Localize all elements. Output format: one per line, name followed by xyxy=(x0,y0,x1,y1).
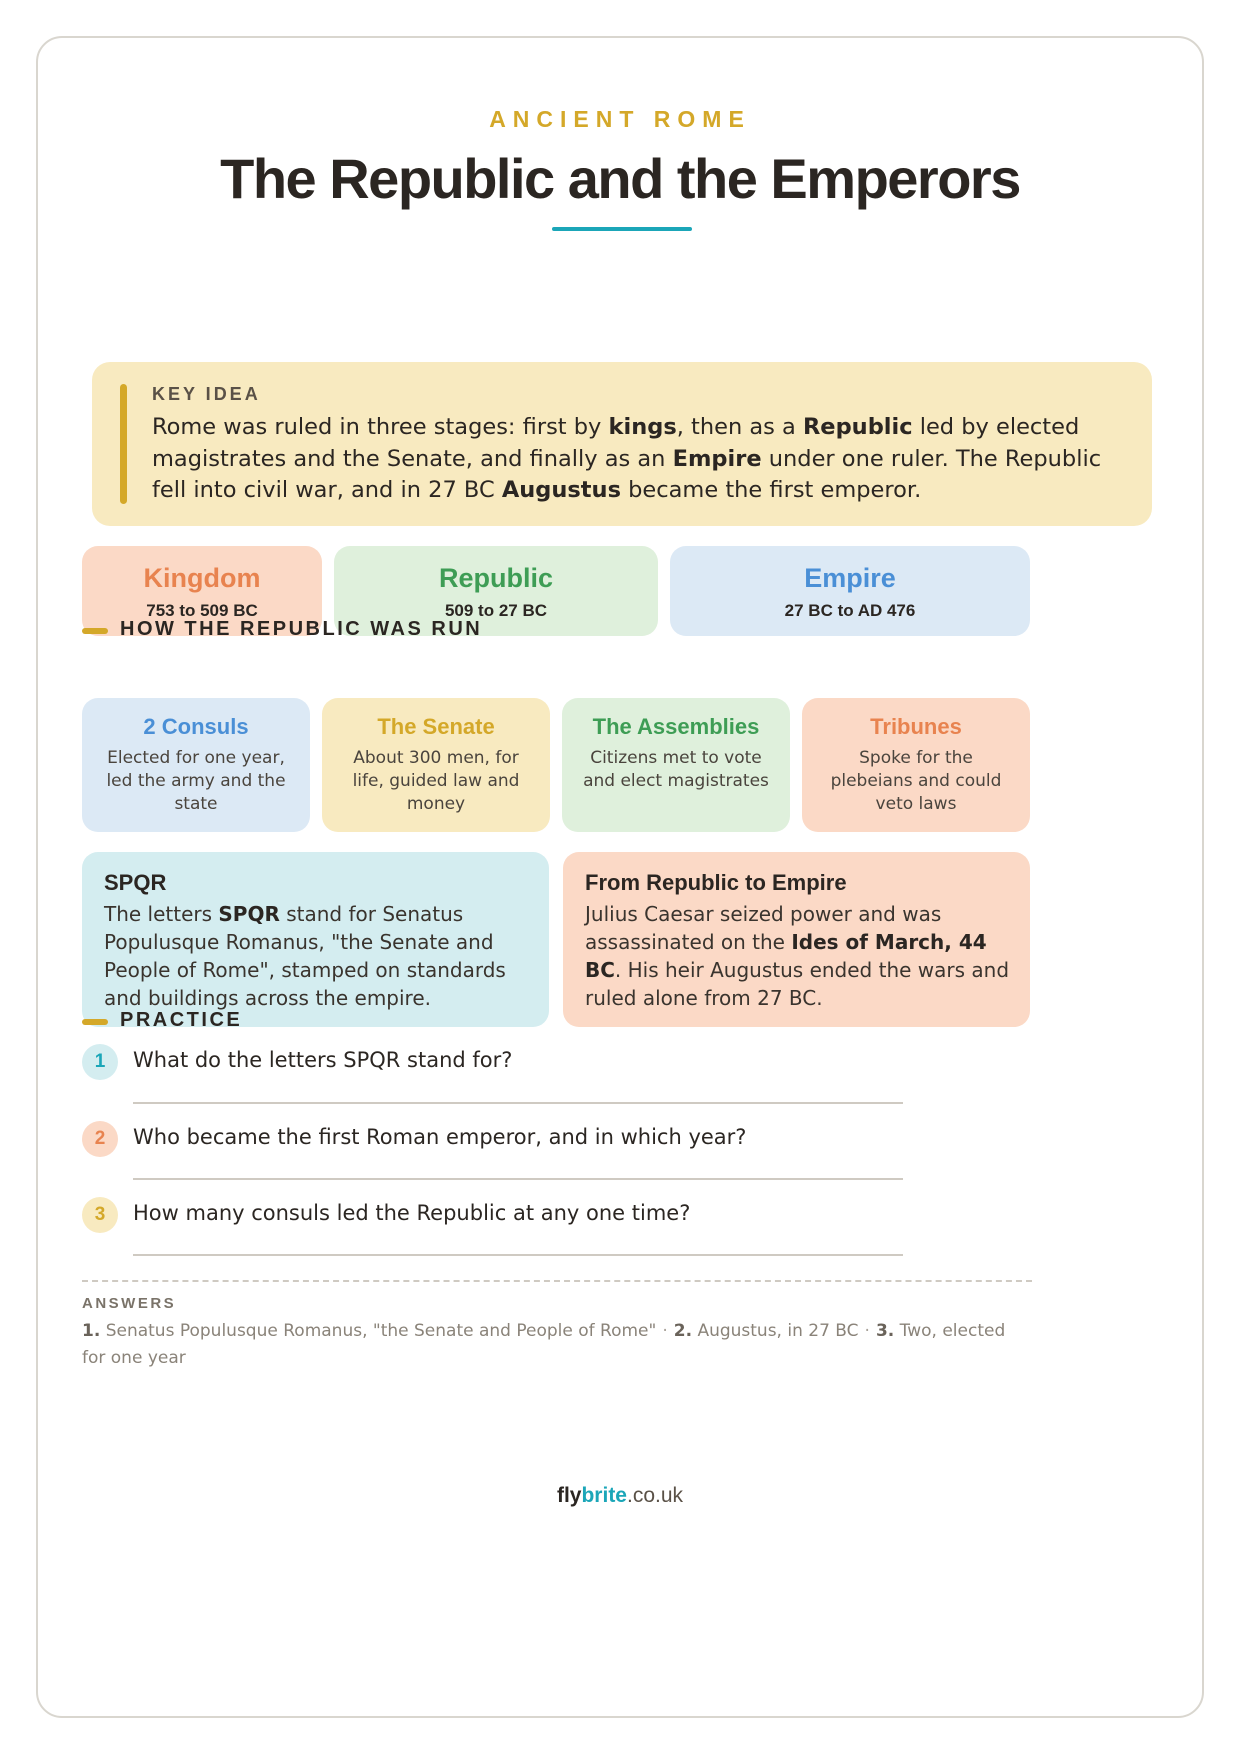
era-dates: 753 to 509 BC xyxy=(146,601,258,620)
brand-fly: fly xyxy=(556,1484,582,1507)
answers-divider xyxy=(82,1280,1032,1282)
era-name: Republic xyxy=(438,563,553,593)
answer-line[interactable] xyxy=(133,1178,903,1180)
transition-text: Julius Caesar seized power and was assassinated on the Ides of March, 44 BC. His heir Augustus ended the wars and ruled alone from 27 BC. xyxy=(585,902,1010,1010)
question-text: What do the letters SPQR stand for? xyxy=(133,1048,513,1072)
worksheet-page xyxy=(36,36,1204,1718)
spqr-title: SPQR xyxy=(104,870,167,895)
section-dash xyxy=(82,628,108,634)
role-description: Spoke for the plebeians and could veto laws xyxy=(830,748,1002,814)
answer-line[interactable] xyxy=(133,1102,903,1104)
question-text: Who became the first Roman emperor, and in which year? xyxy=(133,1125,747,1149)
section-title: HOW THE REPUBLIC WAS RUN xyxy=(120,618,483,640)
page-title: The Republic and the Emperors xyxy=(220,147,1020,210)
section-dash xyxy=(82,1019,108,1025)
republic-to-empire-box xyxy=(563,852,1030,1027)
spqr-box xyxy=(82,852,549,1027)
question-number-badge: 1 xyxy=(82,1044,118,1080)
answer-line[interactable] xyxy=(133,1254,903,1256)
key-idea-label: KEY IDEA xyxy=(152,384,261,404)
title-underline xyxy=(552,227,692,231)
question-number-badge: 3 xyxy=(82,1197,118,1233)
transition-title: From Republic to Empire xyxy=(585,870,847,895)
role-description: About 300 men, for life, guided law and money xyxy=(352,748,520,814)
role-card-senate xyxy=(322,698,550,832)
footer-brand xyxy=(38,1484,1202,1508)
key-idea-text: Rome was ruled in three stages: first by kings, then as a Republic led by elected magistrates and the Senate, and finally as an Empire under one ruler. The Republic fell into civil war, and in 27 BC Augustus became the first emperor. xyxy=(152,414,1102,503)
role-name: The Assemblies xyxy=(592,714,760,739)
era-dates: 509 to 27 BC xyxy=(444,601,548,620)
role-card-consuls xyxy=(82,698,310,832)
role-card-assemblies xyxy=(562,698,790,832)
era-dates: 27 BC to AD 476 xyxy=(784,601,916,620)
brand-brite: brite xyxy=(581,1484,627,1507)
question-text: How many consuls led the Republic at any one time? xyxy=(133,1201,691,1225)
role-description: Citizens met to vote and elect magistrates xyxy=(583,748,769,791)
role-name: Tribunes xyxy=(870,714,962,739)
role-description: Elected for one year, led the army and the state xyxy=(106,748,286,814)
key-idea-box xyxy=(92,362,1152,526)
brand-domain: .co.uk xyxy=(627,1484,684,1507)
era-name: Kingdom xyxy=(143,563,261,593)
question-number-badge: 2 xyxy=(82,1121,118,1157)
key-idea-accent-bar xyxy=(120,384,127,504)
role-card-tribunes xyxy=(802,698,1030,832)
era-card-empire xyxy=(670,546,1030,636)
era-name: Empire xyxy=(804,563,896,593)
spqr-text: The letters SPQR stand for Senatus Populusque Romanus, "the Senate and People of Rome", stamped on standards and buildings across the empire. xyxy=(104,902,506,1010)
role-name: 2 Consuls xyxy=(143,714,249,739)
eyebrow-label: ANCIENT ROME xyxy=(489,106,751,132)
section-title: PRACTICE xyxy=(120,1009,243,1031)
answers-text: 1. Senatus Populusque Romanus, "the Senate and People of Rome" · 2. Augustus, in 27 BC · 3. Two, elected for one year xyxy=(82,1321,1006,1368)
role-name: The Senate xyxy=(377,714,495,739)
answers-label: ANSWERS xyxy=(82,1295,177,1312)
